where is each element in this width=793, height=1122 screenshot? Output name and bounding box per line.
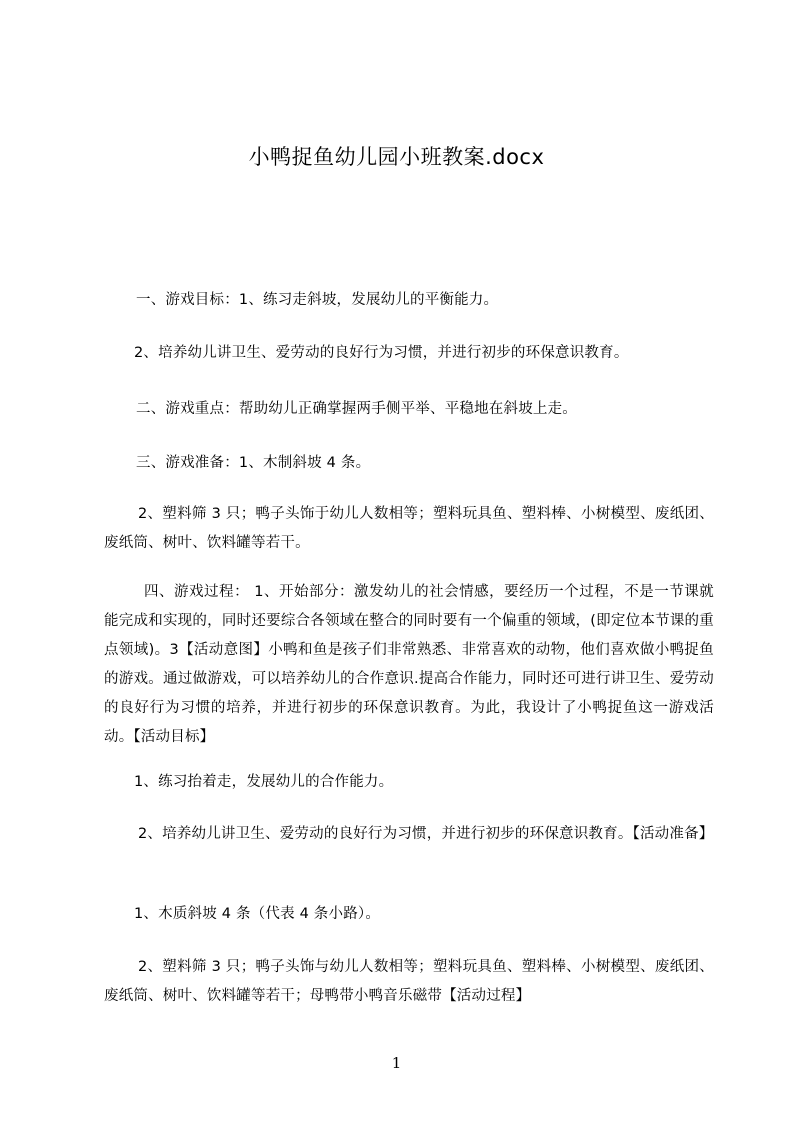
paragraph-activity-prep-2: 2、塑料筛 3 只；鸭子头饰与幼儿人数相等；塑料玩具鱼、塑料棒、小树模型、废纸团、废纸筒、树叶、饮料罐等若干；母鸭带小鸭音乐磁带【活动过程】 — [104, 959, 714, 1004]
paragraph-game-prep: 三、游戏准备：1、木制斜坡 4 条。 — [136, 455, 371, 471]
paragraph-activity-goal-1: 1、练习抬着走，发展幼儿的合作能力。 — [134, 774, 394, 790]
paragraph-game-goal: 一、游戏目标：1、练习走斜坡，发展幼儿的平衡能力。 — [136, 292, 499, 308]
paragraph-prep-materials: 2、塑料筛 3 只；鸭子头饰于幼儿人数相等；塑料玩具鱼、塑料棒、小树模型、废纸团、废纸筒、树叶、饮料罐等若干。 — [104, 506, 714, 551]
paragraph-game-focus: 二、游戏重点：帮助幼儿正确掌握两手侧平举、平稳地在斜坡上走。 — [136, 401, 577, 417]
paragraph-goal-2: 2、培养幼儿讲卫生、爱劳动的良好行为习惯，并进行初步的环保意识教育。 — [134, 345, 629, 361]
paragraph-activity-goal-2: 2、培养幼儿讲卫生、爱劳动的良好行为习惯，并进行初步的环保意识教育。【活动准备】 — [138, 826, 714, 842]
page-number: 1 — [391, 1054, 402, 1072]
paragraph-activity-prep-1: 1、木质斜坡 4 条（代表 4 条小路）。 — [134, 906, 381, 922]
paragraph-game-process: 四、游戏过程： 1、开始部分：激发幼儿的社会情感，要经历一个过程，不是一节课就能完成和实现的，同时还要综合各领域在整合的同时要有一个偏重的领域，(即定位本节课的重点领域)。3【活动意图】小鸭和鱼是孩子们非常熟悉、非常喜欢的动物，他们喜欢做小鸭捉鱼的游戏。通过做游戏，可以培养幼儿的合作意识.提高合作能力，同时还可进行讲卫生、爱劳动的良好行为习惯的培养，并进行初步的环保意识教育。为此，我设计了小鸭捉鱼这一游戏活动。【活动目标】 — [104, 584, 714, 745]
document-title: 小鸭捉鱼幼儿园小班教案.docx — [248, 145, 545, 169]
